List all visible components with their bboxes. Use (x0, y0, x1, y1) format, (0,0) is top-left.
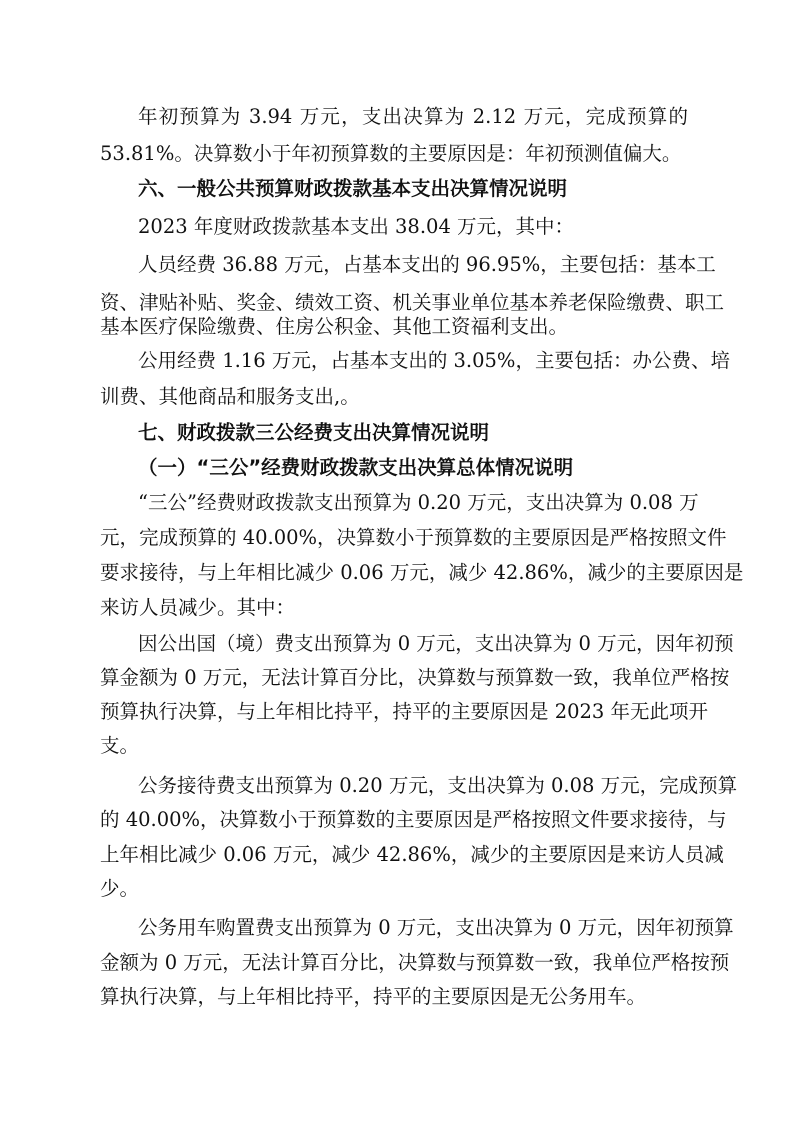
paragraph-line: 金额为 0 万元，无法计算百分比，决算数与预算数一致，我单位严格按预 (100, 951, 730, 974)
paragraph-line: 要求接待，与上年相比减少 0.06 万元，减少 42.86%，减少的主要原因是 (100, 561, 744, 584)
section-heading: 七、财政拨款三公经费支出决算情况说明 (138, 421, 490, 444)
paragraph-line: 来访人员减少。其中： (100, 596, 296, 619)
paragraph-line: 公务接待费支出预算为 0.20 万元，支出决算为 0.08 万元，完成预算 (138, 774, 738, 797)
paragraph-line: 元，完成预算的 40.00%，决算数小于预算数的主要原因是严格按照文件 (100, 526, 727, 549)
paragraph-line: 公用经费 1.16 万元，占基本支出的 3.05%，主要包括：办公费、培 (138, 349, 730, 372)
paragraph-line: 53.81%。决算数小于年初预算数的主要原因是：年初预测值偏大。 (100, 142, 682, 165)
paragraph-line: 算执行决算，与上年相比持平，持平的主要原因是无公务用车。 (100, 985, 647, 1008)
paragraph-line: 公务用车购置费支出预算为 0 万元，支出决算为 0 万元，因年初预算 (138, 916, 734, 939)
paragraph-line: 2023 年度财政拨款基本支出 38.04 万元，其中： (138, 215, 575, 238)
paragraph-line: 人员经费 36.88 万元，占基本支出的 96.95%，主要包括：基本工 (138, 253, 716, 276)
paragraph-line: 上年相比减少 0.06 万元，减少 42.86%，减少的主要原因是来访人员减 (100, 843, 724, 866)
paragraph-line: 的 40.00%，决算数小于预算数的主要原因是严格按照文件要求接待，与 (100, 808, 727, 831)
paragraph-line: 基本医疗保险缴费、住房公积金、其他工资福利支出。 (100, 315, 569, 338)
paragraph-line: 因公出国（境）费支出预算为 0 万元，支出决算为 0 万元，因年初预 (138, 632, 734, 655)
paragraph-line: 支。 (100, 734, 140, 757)
paragraph-line: 预算执行决算，与上年相比持平，持平的主要原因是 2023 年无此项开 (100, 700, 709, 723)
paragraph-line: 训费、其他商品和服务支出,。 (100, 385, 360, 408)
section-heading: （一）“三公”经费财政拨款支出决算总体情况说明 (138, 456, 574, 479)
paragraph-line: 算金额为 0 万元，无法计算百分比，决算数与预算数一致，我单位严格按 (100, 666, 730, 689)
paragraph-line: 少。 (100, 877, 140, 900)
section-heading: 六、一般公共预算财政拨款基本支出决算情况说明 (138, 177, 568, 200)
paragraph-line: 资、津贴补贴、奖金、绩效工资、机关事业单位基本养老保险缴费、职工 (100, 291, 725, 314)
paragraph-line: “三公”经费财政拨款支出预算为 0.20 万元，支出决算为 0.08 万 (138, 491, 699, 514)
paragraph-line: 年初预算为 3.94 万元，支出决算为 2.12 万元，完成预算的 (138, 105, 688, 128)
